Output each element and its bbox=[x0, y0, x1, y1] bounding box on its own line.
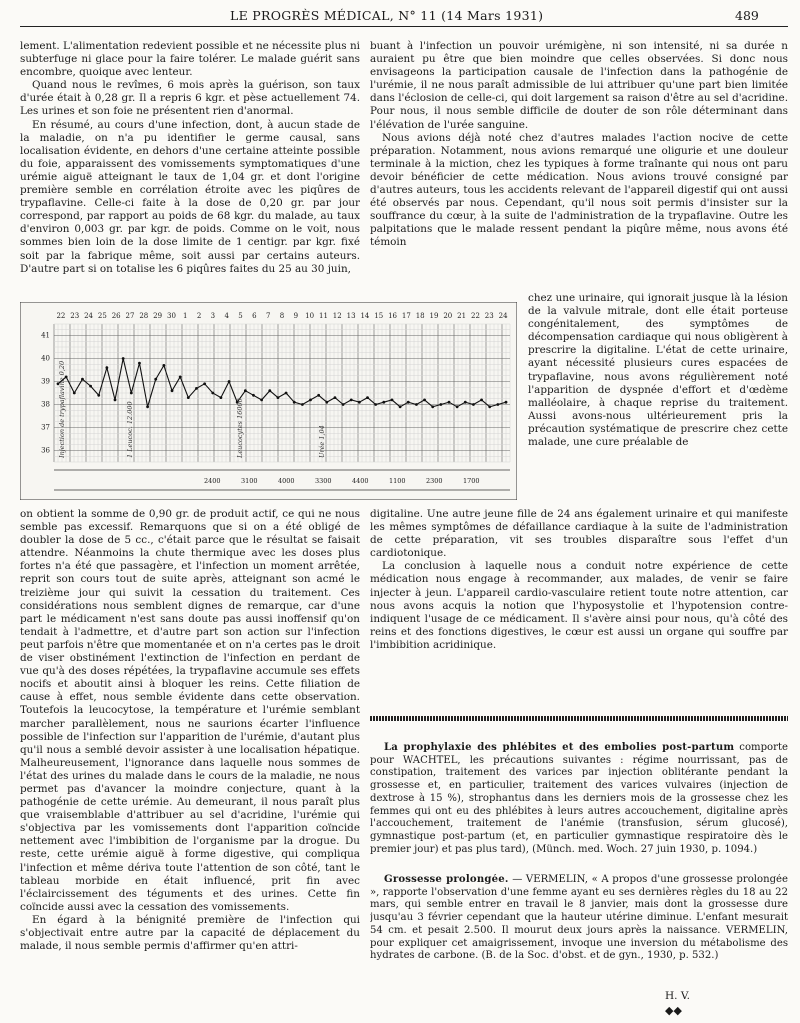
paragraph: chez une urinaire, qui ignorait jusque là la lésion de la valvule mitrale, dont elle était porteuse congénitalement, des symptômes de décompensation cardiaque qui nous obligèrent à prescrire la digitaline. L'état de cette urinaire, ayant nécessité plusieurs cures espacées de trypaflavine, nous avons régulièrement noté l'apparition de dyspnée d'effort et d'œdème malléolaire, à chaque reprise du traitement. Aussi avons-nous ultérieurement pris la précaution systématique de prescrire chez cette malade, une cure préalable de bbox=[528, 292, 788, 449]
temperature-point bbox=[130, 392, 133, 395]
temperature-point bbox=[73, 392, 76, 395]
x-tick-label: 23 bbox=[484, 312, 494, 320]
paragraph: lement. L'alimentation redevient possible et ne nécessite plus ni subterfuge ni glace pour la faire tolérer. Le malade guérit sans encombre, quoique avec lenteur. bbox=[20, 40, 360, 79]
x-tick-label: 7 bbox=[265, 312, 271, 320]
temperature-point bbox=[366, 396, 369, 399]
temperature-point bbox=[325, 401, 328, 404]
y-tick-label: 41 bbox=[41, 331, 50, 340]
right-beside-chart bbox=[528, 292, 788, 506]
temperature-point bbox=[187, 396, 190, 399]
temperature-point bbox=[277, 396, 280, 399]
temperature-point bbox=[358, 401, 361, 404]
x-tick-label: 4 bbox=[224, 312, 229, 320]
x-tick-label: 22 bbox=[470, 312, 480, 320]
x-tick-label: 30 bbox=[166, 312, 176, 320]
temperature-point bbox=[195, 387, 198, 390]
temperature-point bbox=[211, 392, 214, 395]
chart-annotation: Urée 1,04 bbox=[318, 425, 326, 458]
x-tick-label: 8 bbox=[279, 312, 285, 320]
paragraph: buant à l'infection un pouvoir urémigène, ni son intensité, ni sa durée n auraient pu être que bien moindre que celles observées. Si donc nous envisageons la participation causale de l'infection dans la pathogénie de l'urémie, il ne nous paraît admissible de lui attribuer qu'une part bien limitée dans l'éclosion de celle-ci, qui doit largement sa raison d'être au sel d'acridine. Pour nous, il nous semble difficile de douter de son rôle déterminant dans l'élévation de l'urée sanguine. bbox=[370, 40, 788, 131]
article-title: La prophylaxie des phlébites et des embolies post-partum bbox=[384, 742, 735, 753]
y-tick-label: 39 bbox=[41, 377, 50, 386]
section-divider bbox=[370, 716, 788, 721]
temperature-point bbox=[285, 392, 288, 395]
temperature-point bbox=[268, 389, 271, 392]
band-value: 2300 bbox=[426, 477, 443, 485]
left-column-top bbox=[20, 40, 360, 302]
temperature-point bbox=[448, 401, 451, 404]
temperature-point bbox=[350, 399, 353, 402]
x-tick-label: 11 bbox=[318, 312, 328, 320]
chart-annotation: Leucocytes 16000 bbox=[236, 398, 244, 458]
right-column-top bbox=[370, 40, 788, 293]
article-body: — VERMELIN, « A propos d'une grossesse prolongée », rapporte l'observation d'une femme ayant eu ses dernières règles du 18 au 22 mars, qui semble entrer en travail le 8 janvier, mais dont la grossesse dure jusqu'au 3 février cependant que la hauteur utérine diminue. L'enfant mesurait 54 cm. et pesait 2.500. Il mourut deux jours après la naissance. VERMELIN, pour expliquer cet amaigrissement, invoque une inversion du métabolisme des hydrates de carbone. (B. de la Soc. d'obst. et de gyn., 1930, p. 532.) bbox=[370, 874, 788, 962]
temperature-point bbox=[342, 403, 345, 406]
x-tick-label: 3 bbox=[210, 312, 216, 320]
x-tick-label: 18 bbox=[415, 312, 425, 320]
temperature-point bbox=[399, 405, 402, 408]
band-value: 3100 bbox=[241, 477, 258, 485]
temperature-point bbox=[171, 389, 174, 392]
temperature-point bbox=[105, 366, 108, 369]
x-tick-label: 6 bbox=[252, 312, 257, 320]
temperature-point bbox=[252, 394, 255, 397]
x-tick-label: 23 bbox=[70, 312, 80, 320]
temperature-point bbox=[488, 405, 491, 408]
signature: H. V. bbox=[665, 990, 690, 1002]
temperature-point bbox=[122, 357, 125, 360]
x-tick-label: 24 bbox=[84, 312, 94, 320]
x-tick-label: 20 bbox=[443, 312, 453, 320]
temperature-point bbox=[505, 401, 508, 404]
temperature-point bbox=[391, 399, 394, 402]
x-tick-label: 1 bbox=[183, 312, 188, 320]
x-tick-label: 28 bbox=[139, 312, 149, 320]
temperature-chart bbox=[20, 302, 517, 500]
article-grossesse bbox=[370, 874, 788, 990]
x-tick-label: 19 bbox=[429, 312, 439, 320]
temperature-point bbox=[228, 380, 231, 383]
temperature-point bbox=[464, 401, 467, 404]
x-tick-label: 10 bbox=[305, 312, 315, 320]
temperature-point bbox=[179, 376, 182, 379]
band-value: 4000 bbox=[278, 477, 295, 485]
temperature-point bbox=[456, 405, 459, 408]
x-tick-label: 24 bbox=[498, 312, 508, 320]
paragraph: digitaline. Une autre jeune fille de 24 ans également urinaire et qui manifeste les mêmes symptômes de défaillance cardiaque à la suite de l'administration de cette préparation, vit ses troubles disparaître sous l'effet d'un cardiotonique. bbox=[370, 508, 788, 560]
header-rule bbox=[20, 26, 788, 27]
temperature-point bbox=[260, 399, 263, 402]
x-tick-label: 29 bbox=[153, 312, 163, 320]
temperature-point bbox=[407, 401, 410, 404]
temperature-point bbox=[382, 401, 385, 404]
temperature-point bbox=[423, 399, 426, 402]
temperature-point bbox=[114, 399, 117, 402]
temperature-point bbox=[415, 403, 418, 406]
y-tick-label: 36 bbox=[41, 446, 50, 455]
x-tick-label: 14 bbox=[360, 312, 370, 320]
y-tick-label: 37 bbox=[41, 423, 50, 432]
temperature-point bbox=[431, 405, 434, 408]
band-value: 3300 bbox=[315, 477, 332, 485]
paragraph: on obtient la somme de 0,90 gr. de produit actif, ce qui ne nous semble pas excessif. Remarquons que si on a été obligé de doubler la dose de 5 cc., c'était parce que le résultat se faisait attendre. Néanmoins la chute thermique avec les doses plus fortes n'a été que passagère, et l'infection un moment arrêtée, reprit son cours tout de suite après, atteignant son acmé le treizième jour qui suivit la cessation du traitement. Ces considérations nous semblent dignes de remarque, car d'une part le médicament n'est sans doute pas aussi inoffensif qu'on tendait à l'admettre, et d'autre part son action sur l'infection peut parfois n'être que momentanée et on n'a certes pas le droit de viser obstinément l'extinction de l'infection en perdant de vue qu'à des doses répétées, la trypaflavine accumule ses effets nocifs et aboutit ainsi à bloquer les reins. Cette filiation de cause à effet, nous semble évidente dans cette observation. Toutefois la leucocytose, la température et l'urémie semblant marcher parallèlement, nous ne saurions écarter l'influence possible de l'infection sur l'apparition de l'urémie, d'autant plus qu'il nous a semblé devoir assister à une localisation hépatique. Malheureusement, l'ignorance dans laquelle nous sommes de l'état des urines du malade dans le cours de la maladie, ne nous permet pas d'avancer la moindre conjecture, quant à la pathogénie de cette urémie. Au demeurant, il nous paraît plus que vraisemblable d'attribuer au sel d'acridine, l'urémie qui s'objectiva par les vomissements dont l'apparition coïncide nettement avec l'imbibition de l'organisme par la drogue. Du reste, cette urémie aiguë à forme digestive, qui compliqua l'infection et même dériva toute l'attention de son côté, tant le tableau morbide en était influencé, prit fin avec l'éclaircissement des téguments et des urines. Cette fin coïncide aussi avec la cessation des vomissements. bbox=[20, 508, 360, 913]
paragraph: La conclusion à laquelle nous a conduit notre expérience de cette médication nous engage à recommander, aux malades, de venir se faire injecter à jeun. L'appareil cardio-vasculaire retient toute notre attention, car nous avons acquis la notion que l'hyposystolie et l'hypotension contre-indiquent l'usage de ce médicament. Il s'avère ainsi pour nous, qu'à côté des reins et des fonctions digestives, le cœur est aussi un organe qui souffre par l'imbibition acridinique. bbox=[370, 560, 788, 651]
page-number: 489 bbox=[735, 8, 759, 23]
article-body: comporte pour WACHTEL, les précautions suivantes : régime nourrissant, pas de constipation, traitement des varices par injection oblitérante pendant la grossesse et, en particulier, traitement des varices vulvaires (injection de dextrose à 15 %), strophantus dans les derniers mois de la grossesse chez les femmes qui ont eu des phlébites à leurs autres accouchement, digitaline après l'accouchement, traitement de l'anémie (transfusion, sérum glucosé), gymnastique post-partum (et, en particulier gymnastique respiratoire dès le premier jour) et pas plus tard), (Münch. med. Woch. 27 juin 1930, p. 1094.) bbox=[370, 742, 788, 854]
temperature-point bbox=[334, 396, 337, 399]
temperature-point bbox=[154, 378, 157, 381]
paragraph: Quand nous le revîmes, 6 mois après la guérison, son taux d'urée était à 0,28 gr. Il a repris 6 kgr. et pèse actuellement 74. Les urines et son foie ne présentent rien d'anormal. bbox=[20, 79, 360, 118]
temperature-point bbox=[439, 403, 442, 406]
article-title: Grossesse prolongée. bbox=[384, 874, 509, 885]
x-tick-label: 9 bbox=[293, 312, 299, 320]
paragraph: Nous avions déjà noté chez d'autres malades l'action nocive de cette préparation. Notamment, nous avions remarqué une oligurie et une douleur terminale à la miction, chez les typiques à forme traînante qui nous ont paru devoir bénéficier de cette médication. Nous avions trouvé consigné par d'autres auteurs, tous les accidents relevant de l'appareil digestif qui ont aussi été observés par nous. Cependant, qu'il nous soit permis d'insister sur la souffrance du cœur, à la suite de l'administration de la trypaflavine. Outre les palpitations que le malade ressent pendant la piqûre même, nous avons été témoin bbox=[370, 131, 788, 249]
y-tick-label: 38 bbox=[41, 400, 50, 409]
x-tick-label: 16 bbox=[388, 312, 398, 320]
x-tick-label: 22 bbox=[56, 312, 66, 320]
temperature-point bbox=[472, 403, 475, 406]
temperature-point bbox=[309, 399, 312, 402]
article-prophylaxie bbox=[370, 742, 788, 854]
band-value: 2400 bbox=[204, 477, 221, 485]
temperature-point bbox=[293, 401, 296, 404]
temperature-point bbox=[220, 396, 223, 399]
temperature-point bbox=[97, 394, 100, 397]
x-tick-label: 27 bbox=[125, 312, 135, 320]
temperature-point bbox=[480, 399, 483, 402]
x-tick-label: 25 bbox=[97, 312, 107, 320]
ornament: ◆◆ bbox=[665, 1004, 682, 1017]
x-tick-label: 26 bbox=[111, 312, 121, 320]
band-value: 4400 bbox=[352, 477, 369, 485]
band-value: 1700 bbox=[463, 477, 480, 485]
temperature-point bbox=[496, 403, 499, 406]
temperature-point bbox=[374, 403, 377, 406]
x-tick-label: 17 bbox=[401, 312, 411, 320]
x-tick-label: 2 bbox=[196, 312, 202, 320]
temperature-point bbox=[138, 362, 141, 365]
x-tick-label: 12 bbox=[332, 312, 342, 320]
temperature-point bbox=[146, 405, 149, 408]
running-header: LE PROGRÈS MÉDICAL, N° 11 (14 Mars 1931) bbox=[230, 8, 544, 23]
x-tick-label: 13 bbox=[346, 312, 356, 320]
x-tick-label: 15 bbox=[374, 312, 384, 320]
x-tick-label: 5 bbox=[238, 312, 243, 320]
left-column-bottom bbox=[20, 508, 360, 1016]
temperature-point bbox=[317, 394, 320, 397]
temperature-point bbox=[203, 382, 206, 385]
temperature-point bbox=[301, 403, 304, 406]
x-tick-label: 21 bbox=[457, 312, 467, 320]
temperature-point bbox=[89, 385, 92, 388]
right-column-middle bbox=[370, 508, 788, 714]
band-value: 1100 bbox=[389, 477, 406, 485]
paragraph: En égard à la bénignité première de l'infection qui s'objectivait entre autre par la capacité de déplacement du malade, il nous semble permis d'affirmer qu'en attri- bbox=[20, 913, 360, 953]
chart-annotation: 1 Leucoc. 12.000 bbox=[126, 401, 134, 458]
chart-annotation: Injection de trypaflavine 0,20 bbox=[58, 360, 66, 458]
temperature-point bbox=[81, 378, 84, 381]
temperature-point bbox=[162, 364, 165, 367]
paragraph: En résumé, au cours d'une infection, dont, à aucun stade de la maladie, on n'a pu identifier le germe causal, sans localisation évidente, en dehors d'une certaine atteinte possible du foie, apparaissent des vomissements symptomatiques d'une urémie aiguë atteignant le taux de 1,04 gr. et dont l'origine première semble en corrélation étroite avec les piqûres de trypaflavine. Celle-ci faite à la dose de 0,20 gr. par jour correspond, par rapport au poids de 68 kgr. du malade, au taux d'environ 0,003 gr. par kgr. de poids. Comme on le voit, nous sommes bien loin de la dose limite de 1 centigr. par kgr. fixé soit par la fabrique même, soit aussi par certains auteurs. D'autre part si on totalise les 6 piqûres faites du 25 au 30 juin, bbox=[20, 118, 360, 275]
y-tick-label: 40 bbox=[41, 354, 50, 363]
temperature-point bbox=[244, 389, 247, 392]
